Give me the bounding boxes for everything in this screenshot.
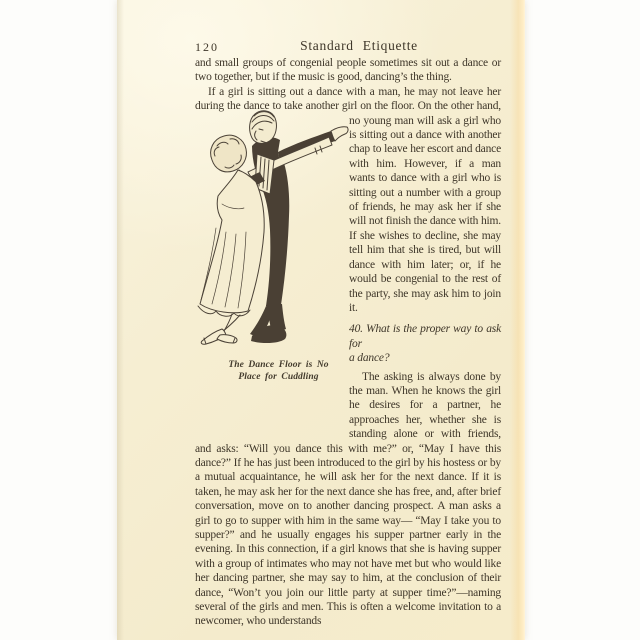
figure-caption-line: Place for Cuddling bbox=[238, 371, 319, 382]
page-number: 120 bbox=[195, 40, 219, 54]
dancing-couple-illustration bbox=[182, 108, 352, 346]
question-heading-line: a dance? bbox=[349, 352, 390, 365]
figure-caption-line: The Dance Floor is No bbox=[228, 360, 329, 371]
running-head bbox=[195, 38, 501, 56]
question-heading-line: 40. What is the proper way to ask for bbox=[349, 323, 501, 350]
paragraph-text: floor. On the other hand, no young man will ask a girl who is sitting out a dance with another chap to leave her escort and dance with him. However, if a man wants to dance with a girl who is sitting out a number with a group of friends, he may ask her if she will not finish the dance with him. If she wishes to decline, she may tell him that she is tired, but will dance with him later; or, if he would be congenial to the rest of the party, she may ask him to join it. bbox=[349, 100, 501, 314]
paragraph: The asking is always done by the man. When he knows the girl he desires for a partner, he approaches her, whether she is standing alone or with friends, and asks: “Will you dance this with me?” or, “May I have this dance?” If he has just been introduced to the girl by his hostess or by a mutual acquaintance, he will ask her for the next dance. If it is taken, he may ask her for the next dance she has free, and, after brief conversation, move on to another dancing prospect. A man asks a girl to go to supper with him in the same way— “May I take you to supper?” and he usually engages his supper partner early in the evening. In this connection, if a girl knows that she is having supper with a group of intimates who may not have met but who would like her dancing partner, she may say to him, at the conclusion of their dance, “Won’t you join our little party at supper time?”—naming several of the girls and men. This is often a welcome invitation to a newcomer, who understands bbox=[195, 370, 501, 628]
paragraph-continuation: and small groups of congenial people sometimes sit out a dance or two together, but if the music is good, dancing’s the thing. bbox=[195, 57, 501, 84]
book-page bbox=[117, 0, 525, 640]
figure-caption bbox=[195, 360, 349, 383]
book-title: Standard Etiquette bbox=[300, 38, 418, 53]
body-text bbox=[195, 56, 501, 629]
illustration-figure bbox=[195, 114, 349, 428]
paragraph-text: If a girl is sitting out a dance with a man, he may not leave her during the dance to take another girl on the bbox=[195, 85, 501, 113]
